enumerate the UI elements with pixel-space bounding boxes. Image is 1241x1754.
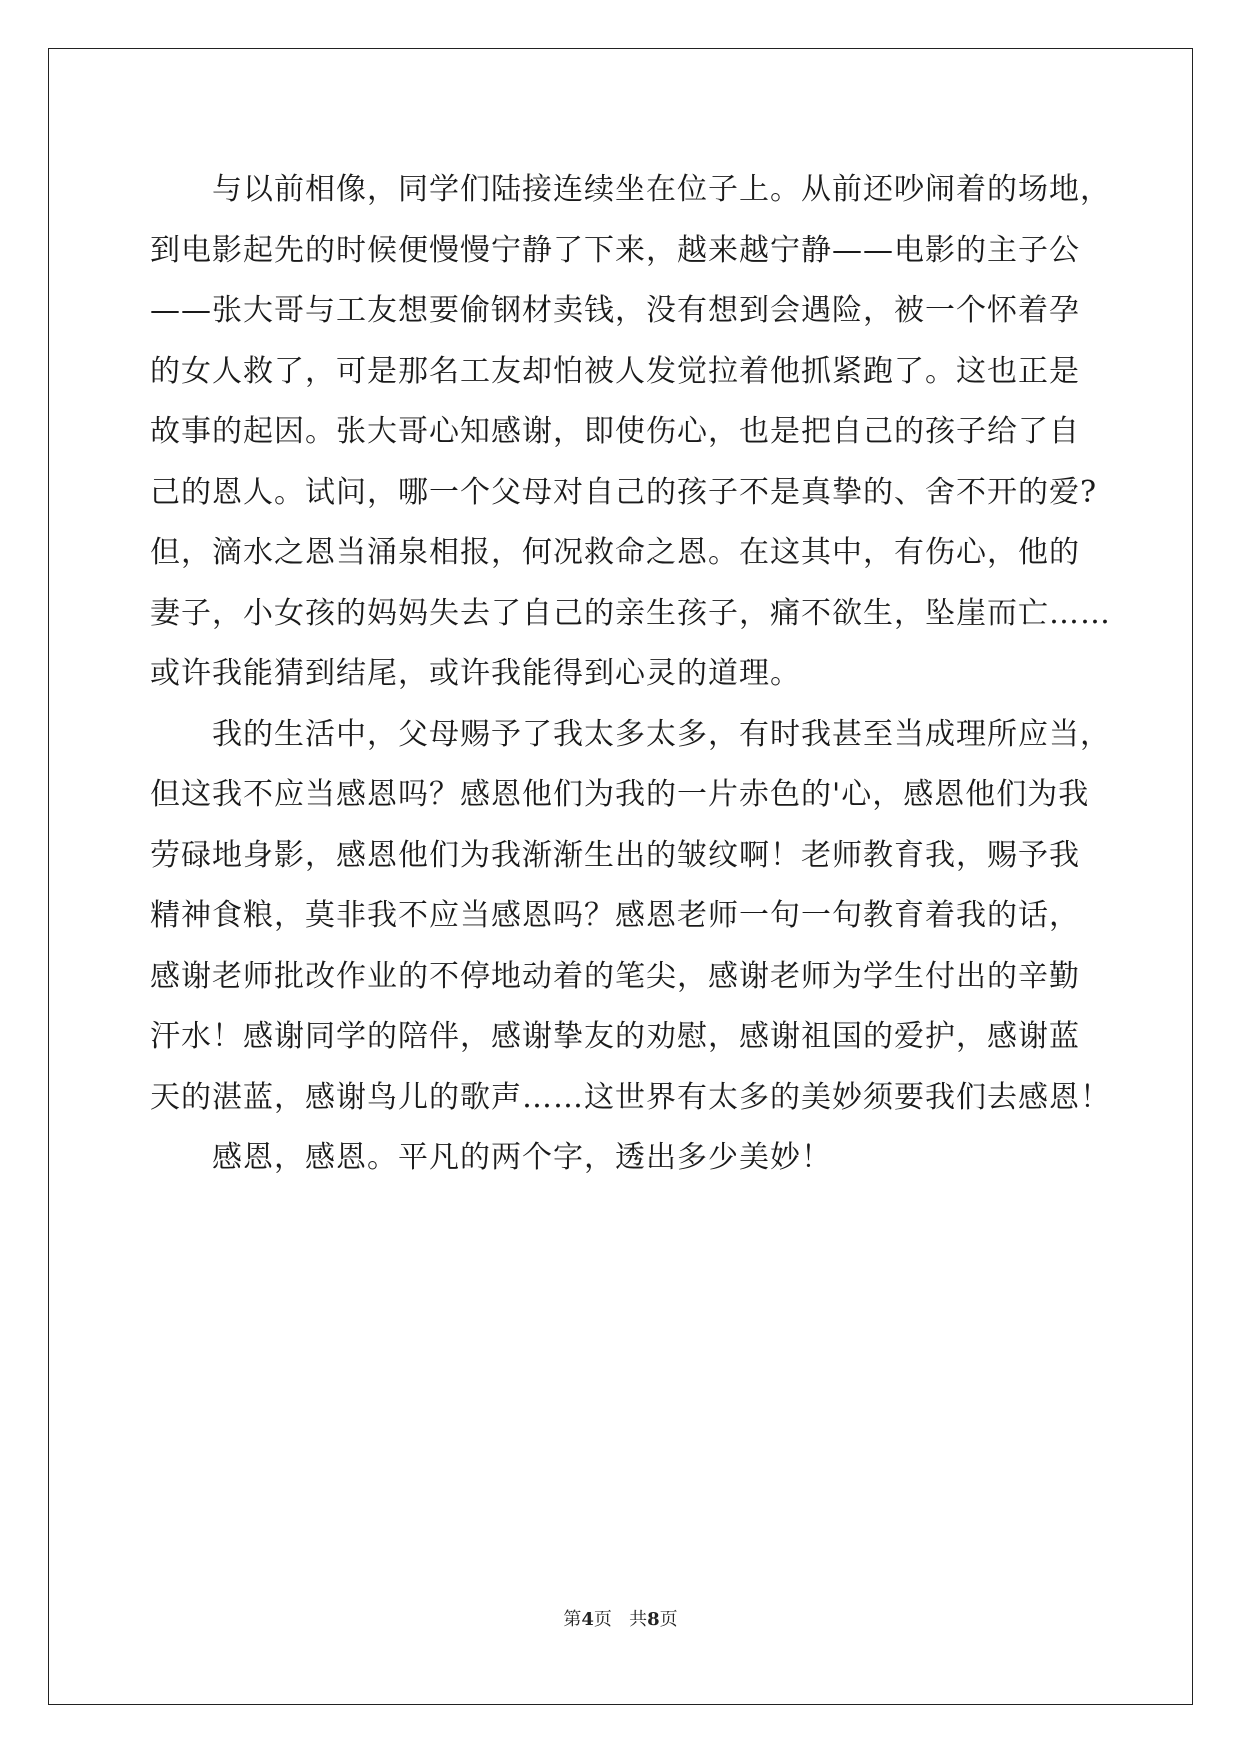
paragraph-1 xyxy=(150,160,1111,705)
text-line: 的女人救了，可是那名工友却怕被人发觉拉着他抓紧跑了。这也正是 xyxy=(150,353,1080,389)
text-line: 或许我能猜到结尾，或许我能得到心灵的道理。 xyxy=(150,656,801,691)
footer-total-suffix: 页 xyxy=(659,1609,678,1630)
text-line: 感谢老师批改作业的不停地动着的笔尖，感谢老师为学生付出的辛勤 xyxy=(150,958,1080,994)
text-line: 感恩，感恩。平凡的两个字，透出多少美妙！ xyxy=(212,1140,832,1175)
text-line: 到电影起先的时候便慢慢宁静了下来，越来越宁静——电影的主子公 xyxy=(150,232,1080,268)
document-body xyxy=(150,160,1111,1189)
footer-total-prefix: 共 xyxy=(629,1609,648,1630)
text-line: 故事的起因。张大哥心知感谢，即使伤心，也是把自己的孩子给了自 xyxy=(150,414,1080,449)
current-page-number: 4 xyxy=(581,1609,594,1630)
text-line: 天的湛蓝，感谢鸟儿的歌声……这世界有太多的美妙须要我们去感恩！ xyxy=(150,1079,1111,1115)
total-pages-number: 8 xyxy=(647,1609,660,1630)
text-line: 但，滴水之恩当涌泉相报，何况救命之恩。在这其中，有伤心，他的 xyxy=(150,535,1080,570)
text-line: 己的恩人。试问，哪一个父母对自己的孩子不是真挚的、舍不开的爱? xyxy=(150,474,1098,510)
paragraph-3 xyxy=(150,1128,1085,1189)
text-line: 我的生活中，父母赐予了我太多太多，有时我甚至当成理所应当， xyxy=(212,716,1111,752)
page-footer xyxy=(0,1605,1241,1631)
text-line: 但这我不应当感恩吗？感恩他们为我的一片赤色的'心，感恩他们为我 xyxy=(150,777,1090,812)
footer-prefix: 第 xyxy=(563,1609,582,1630)
text-line: 妻子，小女孩的妈妈失去了自己的亲生孩子，痛不欲生，坠崖而亡…… xyxy=(150,595,1111,631)
text-line: 劳碌地身影，感恩他们为我渐渐生出的皱纹啊！老师教育我，赐予我 xyxy=(150,837,1080,873)
footer-page-suffix: 页 xyxy=(593,1609,612,1630)
text-line: 与以前相像，同学们陆接连续坐在位子上。从前还吵闹着的场地， xyxy=(212,172,1111,207)
paragraph-2 xyxy=(150,705,1111,1129)
text-line: ——张大哥与工友想要偷钢材卖钱，没有想到会遇险，被一个怀着孕 xyxy=(150,293,1080,328)
text-line: 精神食粮，莫非我不应当感恩吗？感恩老师一句一句教育着我的话， xyxy=(150,898,1080,933)
text-line: 汗水！感谢同学的陪伴，感谢挚友的劝慰，感谢祖国的爱护，感谢蓝 xyxy=(150,1019,1080,1054)
